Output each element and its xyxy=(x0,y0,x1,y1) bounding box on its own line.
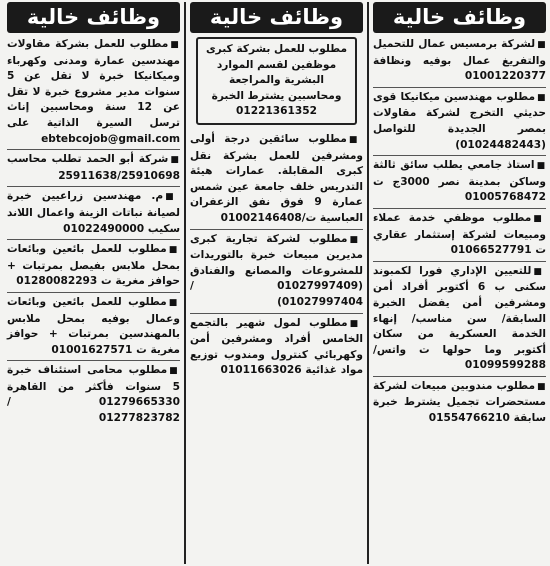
ad-item xyxy=(373,378,546,429)
column-divider xyxy=(367,2,369,564)
bullet-icon: ■ xyxy=(170,40,180,50)
column-right xyxy=(370,0,550,566)
ad-item xyxy=(373,263,546,377)
ad-text: م. مهندسين زراعيين خبرة لصيانة نباتات الزينة واعمال اللاند سكيب 01022490000 xyxy=(7,190,180,235)
ad-item xyxy=(190,131,363,230)
ad-text: للتعيين الإداري فورا لكمبوند سكنى ب 6 أكتوبر أفراد أمن ومشرفين أمن يفضل الخبرة السابقة/ سن مناسب/ إنهاء الخدمة العسكرية من سكان أكتوبر وما حولها ت واتس/ 01099599288 xyxy=(373,264,546,372)
column-header: وظائف خالية xyxy=(373,2,546,33)
ad-item xyxy=(373,89,546,156)
ad-item xyxy=(7,362,180,428)
ad-item xyxy=(190,315,363,381)
bullet-icon: ■ xyxy=(349,318,363,329)
ad-text: مطلوب محامى استئناف خبرة 5 سنوات فأكثر من القاهرة 01279665330 / 01277823782 xyxy=(7,364,180,425)
column-divider xyxy=(184,2,186,564)
ad-item xyxy=(7,188,180,240)
bullet-icon: ■ xyxy=(168,245,180,256)
ad-item xyxy=(190,231,363,314)
ad-item xyxy=(7,294,180,361)
ad-text: مطلوب مهندسين ميكانيكا قوى حديثي التخرج لشركة مقاولات بمصر الجديدة للتواصل (01024482443) xyxy=(373,90,546,151)
ad-item xyxy=(373,36,546,88)
bullet-icon: ■ xyxy=(348,134,363,145)
bullet-icon: ■ xyxy=(349,234,363,245)
ad-item xyxy=(7,241,180,293)
ad-text: لشركة برمسيس عمال للتحميل والتفريغ عمال بوفيه ونظافة 01001220377 xyxy=(373,38,546,83)
ad-text: مطلوب للعمل بائعين وبائعات بمحل ملابس بفيصل بمرتبات + حوافز مغرية ت 01280082293 xyxy=(7,243,180,288)
bullet-icon: ■ xyxy=(165,192,180,203)
ad-text: مطلوب لمول شهير بالتجمع الخامس أفراد ومشرفين أمن وكهربائي كنترول ومندوب توزيع مواد غذائية 01011663026 xyxy=(190,316,363,377)
bullet-icon: ■ xyxy=(537,40,546,50)
column-header: وظائف خالية xyxy=(7,2,180,33)
ad-text: مطلوب مندوبين مبيعات لشركة مستحضرات تجميل يشترط خبرة سابقة 01554766210 xyxy=(373,379,546,425)
ad-text: مطلوب موظفي خدمة عملاء ومبيعات لشركة إستثمار عقاري ت 01066527791 xyxy=(373,211,546,257)
ad-item xyxy=(373,210,546,262)
bullet-icon: ■ xyxy=(537,381,546,392)
ad-text: مطلوب سائقين درجة أولى ومشرفين للعمل بشركة نقل كبرى المقابلة. عمارات هيئة التدريس خلف جامعة عين شمس عمارة 9 فوق نفق الزعفران العباسية ت/01002146408 xyxy=(190,132,363,224)
ad-text: مطلوب للعمل بشركة كبرى موظفين لقسم الموارد البشرية والمراجعة ومحاسبين يشترط الخبرة 01221361352 xyxy=(205,43,348,118)
bullet-icon: ■ xyxy=(533,266,546,277)
bullet-icon: ■ xyxy=(537,92,546,103)
ad-text: شركة أبو الحمد تطلب محاسب 25911638/25910698 xyxy=(7,153,180,182)
ad-text: مطلوب للعمل بشركة مقاولات مهندسين عمارة ومدنى وكهرباء وميكانيكا خبرة لا تقل عن 5 سنوات مدير مشروع خبرة لا تقل عن 12 سنة ومحاسبين إناث ترسل السيرة الذاتية على ebtebcojob@gmail.com xyxy=(7,38,180,145)
ad-item xyxy=(373,157,546,209)
boxed-ad xyxy=(196,37,357,125)
bullet-icon: ■ xyxy=(170,155,180,166)
ad-text: استاذ جامعي يطلب سائق ثالثة وساكن بمدينة نصر 3000ج ت 01005768472 xyxy=(373,159,547,204)
ad-text: مطلوب لشركة تجارية كبرى مديرين مبيعات خبرة بالتوريدات للمشروعات والمصانع والفنادق (01027997409 / 01027997404) xyxy=(190,232,363,308)
bullet-icon: ■ xyxy=(536,161,546,172)
bullet-icon: ■ xyxy=(168,297,180,308)
column-header: وظائف خالية xyxy=(190,2,363,33)
bullet-icon: ■ xyxy=(169,366,180,377)
column-left xyxy=(4,0,184,566)
ad-text: مطلوب للعمل بائعين وبائعات وعمال بوفيه بمحل ملابس بالمهندسين بمرتبات + حوافز مغرية ت 01001627571 xyxy=(7,295,180,356)
column-middle xyxy=(187,0,367,566)
ad-item xyxy=(7,36,180,150)
ad-item xyxy=(7,151,180,187)
bullet-icon: ■ xyxy=(533,213,546,224)
